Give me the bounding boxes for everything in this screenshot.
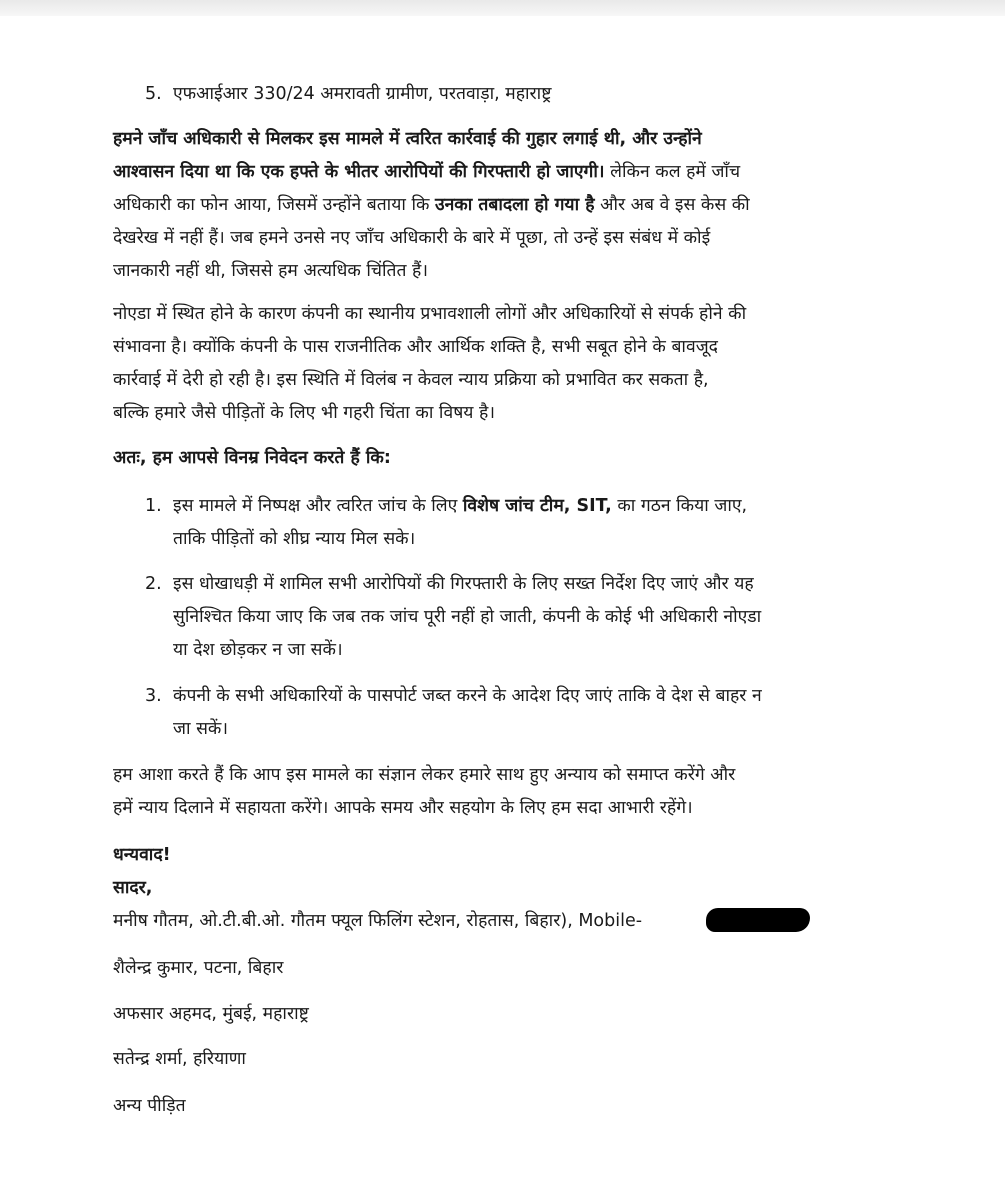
signer-5: अन्य पीड़ित: [113, 1096, 186, 1116]
document-page: [0, 16, 1005, 1200]
signer-1: मनीष गौतम, ओ.टी.बी.ओ. गौतम फ्यूल फिलिंग स्टेशन, रोहतास, बिहार), Mobile-: [113, 911, 643, 931]
viewer-top-bar: [0, 0, 1005, 17]
para1-line2-rest: लेकिन कल हमें जाँच: [604, 162, 741, 182]
request-2-number: 2.: [145, 574, 162, 594]
para1-line3-post: और अब वे इस केस की: [594, 195, 750, 215]
request-2-line1: इस धोखाधड़ी में शामिल सभी आरोपियों की गिरफ्तारी के लिए सख्त निर्देश दिए जाएं और यह: [173, 574, 754, 594]
para1-line4: देखरेख में नहीं हैं। जब हमने उनसे नए जाँच अधिकारी के बारे में पूछा, तो उन्हें इस संबंध में कोई: [113, 228, 711, 248]
request-1-line2: ताकि पीड़ितों को शीघ्र न्याय मिल सके।: [173, 529, 416, 549]
redacted-phone-number: [706, 908, 810, 932]
para1-line5: जानकारी नहीं थी, जिससे हम अत्यधिक चिंतित हैं।: [113, 261, 428, 281]
closing-line2: हमें न्याय दिलाने में सहायता करेंगे। आपके समय और सहयोग के लिए हम सदा आभारी रहेंगे।: [113, 798, 693, 818]
para2-line4: बल्कि हमारे जैसे पीड़ितों के लिए भी गहरी चिंता का विषय है।: [113, 403, 495, 423]
request-3-line2: जा सकें।: [173, 719, 228, 739]
para1-line1: हमने जाँच अधिकारी से मिलकर इस मामले में त्वरित कार्रवाई की गुहार लगाई थी, और उन्होंने: [113, 129, 702, 149]
request-3-line1: कंपनी के सभी अधिकारियों के पासपोर्ट जब्त करने के आदेश दिए जाएं ताकि वे देश से बाहर न: [173, 686, 762, 706]
para2-line3: कार्रवाई में देरी हो रही है। इस स्थिति में विलंब न केवल न्याय प्रक्रिया को प्रभावित कर सकता है,: [113, 370, 709, 390]
closing-line1: हम आशा करते हैं कि आप इस मामले का संज्ञान लेकर हमारे साथ हुए अन्याय को समाप्त करेंगे और: [113, 765, 736, 785]
request-1-number: 1.: [145, 496, 162, 516]
fir-item-number: 5.: [145, 84, 162, 104]
request-1-line1: [173, 494, 747, 518]
request-heading: अतः, हम आपसे विनम्र निवेदन करते हैं कि:: [113, 448, 391, 468]
request-2-line2: सुनिश्चित किया जाए कि जब तक जांच पूरी नहीं हो जाती, कंपनी के कोई भी अधिकारी नोएडा: [173, 607, 762, 627]
para1-line3-bold: उनका तबादला हो गया है: [435, 195, 595, 215]
signer-4: सतेन्द्र शर्मा, हरियाणा: [113, 1049, 246, 1069]
para2-line2: संभावना है। क्योंकि कंपनी के पास राजनीतिक और आर्थिक शक्ति है, सभी सबूत होने के बावजूद: [113, 337, 718, 357]
para2-line1: नोएडा में स्थित होने के कारण कंपनी का स्थानीय प्रभावशाली लोगों और अधिकारियों से संपर्क होने की: [113, 304, 747, 324]
para1-line3-pre: अधिकारी का फोन आया, जिसमें उन्होंने बताया कि: [113, 195, 435, 215]
request-1-post: का गठन किया जाए,: [611, 496, 748, 516]
regards-text: सादर,: [113, 878, 153, 898]
request-2-line3: या देश छोड़कर न जा सकें।: [173, 640, 343, 660]
signer-3: अफसार अहमद, मुंबई, महाराष्ट्र: [113, 1004, 309, 1024]
para1-line3: [113, 193, 750, 217]
para1-line2: [113, 160, 740, 184]
request-3-number: 3.: [145, 686, 162, 706]
request-1-pre: इस मामले में निष्पक्ष और त्वरित जांच के लिए: [173, 496, 463, 516]
fir-item-text: एफआईआर 330/24 अमरावती ग्रामीण, परतवाड़ा, महाराष्ट्र: [173, 84, 552, 104]
para1-line2-bold: आश्वासन दिया था कि एक हफ्ते के भीतर आरोपियों की गिरफ्तारी हो जाएगी।: [113, 162, 605, 182]
thanks-text: धन्यवाद!: [113, 845, 171, 865]
request-1-bold: विशेष जांच टीम, SIT,: [462, 496, 612, 516]
signer-2: शैलेन्द्र कुमार, पटना, बिहार: [113, 958, 284, 978]
